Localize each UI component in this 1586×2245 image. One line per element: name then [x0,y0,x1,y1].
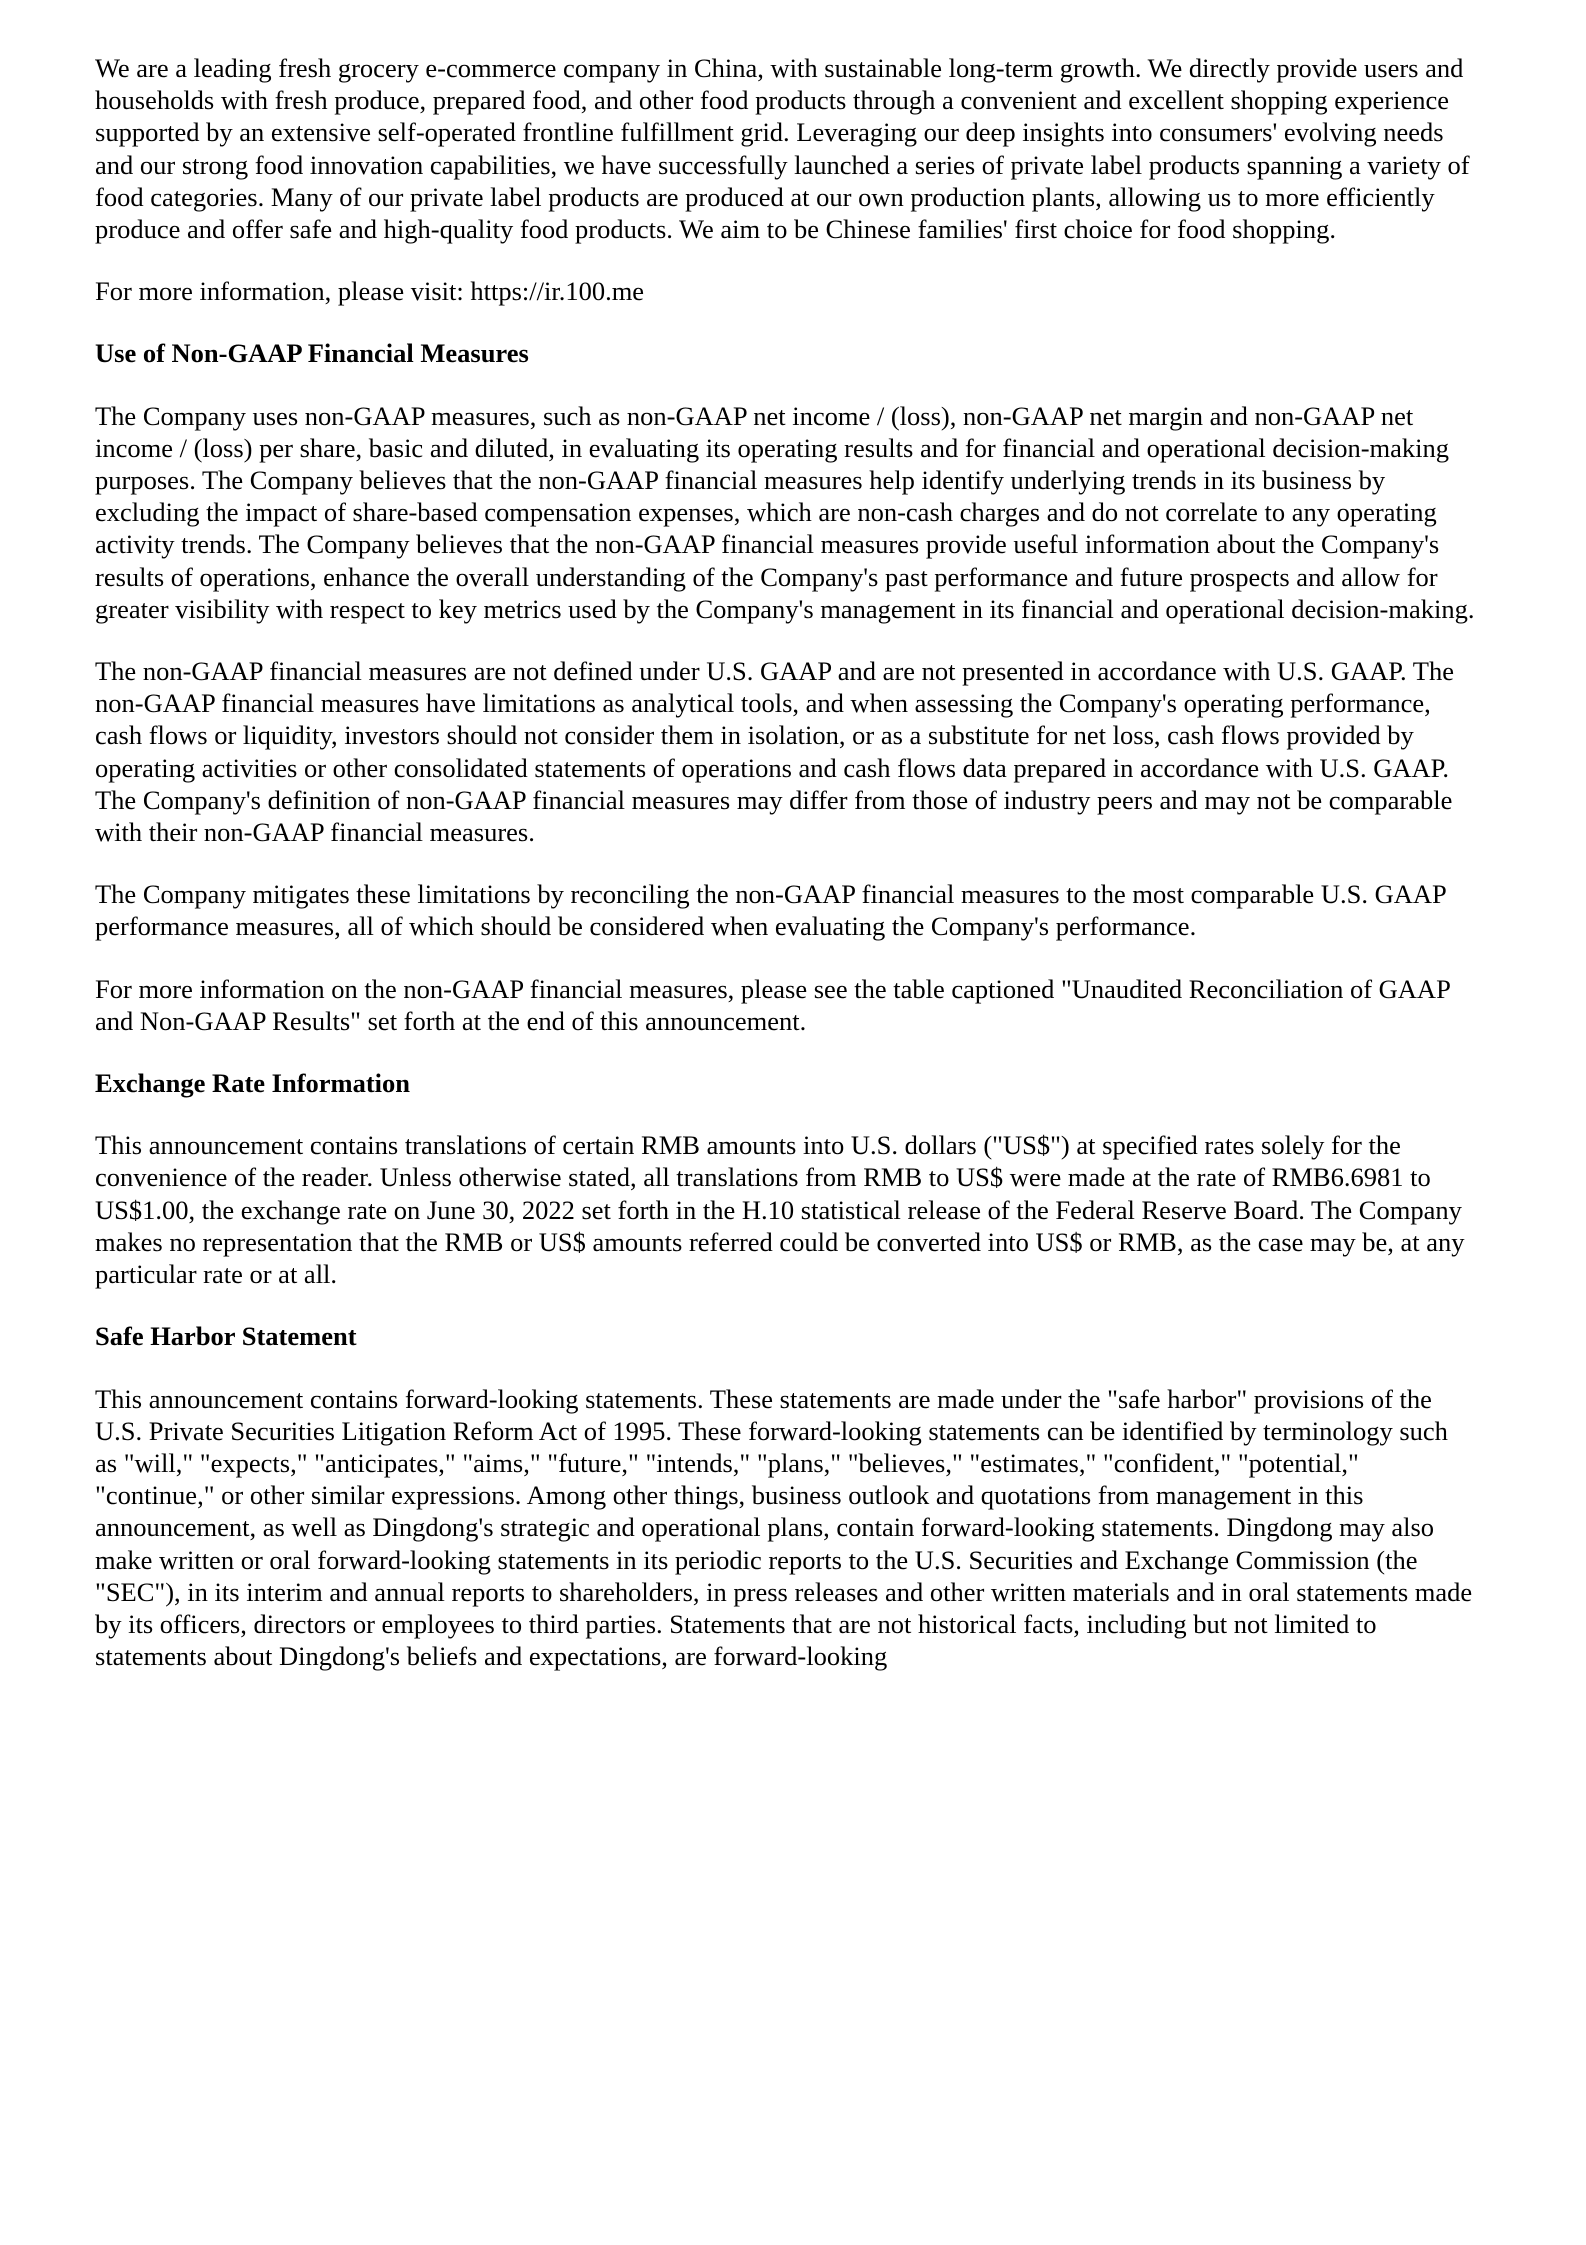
document-body [95,52,1476,1672]
exchange-rate-information-heading: Exchange Rate Information [95,1068,411,1099]
non-gaap-limitations-paragraph: The non-GAAP financial measures are not defined under U.S. GAAP and are not presented in accordance with U.S. GAAP. The non-GAAP financial measures have limitations as analytical tools, and when assessing the Company's operating performance, cash flows or liquidity, investors should not consider them in isolation, or as a substitute for net loss, cash flows provided by operating activities or other consolidated statements of operations and cash flows data prepared in accordance with U.S. GAAP. The Company's definition of non-GAAP financial measures may differ from those of industry peers and may not be comparable with their non-GAAP financial measures. [95,656,1454,848]
non-gaap-reconciliation-reference-paragraph: For more information on the non-GAAP financial measures, please see the table captioned "Unaudited Reconciliation of GAAP and Non-GAAP Results" set forth at the end of this announcement. [95,973,1450,1036]
non-gaap-measures-heading: Use of Non-GAAP Financial Measures [95,338,529,369]
safe-harbor-paragraph: This announcement contains forward-looking statements. These statements are made under the "safe harbor" provisions of the U.S. Private Securities Litigation Reform Act of 1995. These forward-looking statements can be identified by terminology such as "will," "expects," "anticipates," "aims," "future," "intends," "plans," "believes," "estimates," "confident," "potential," "continue," or other similar expressions. Among other things, business outlook and quotations from management in this announcement, as well as Dingdong's strategic and operational plans, contain forward-looking statements. Dingdong may also make written or oral forward-looking statements in its periodic reports to the U.S. Securities and Exchange Commission (the "SEC"), in its interim and annual reports to shareholders, in press releases and other written materials and in oral statements made by its officers, directors or employees to third parties. Statements that are not historical facts, including but not limited to statements about Dingdong's beliefs and expectations, are forward-looking [95,1383,1473,1672]
non-gaap-usage-paragraph: The Company uses non-GAAP measures, such as non-GAAP net income / (loss), non-GAAP net margin and non-GAAP net income / (loss) per share, basic and diluted, in evaluating its operating results and for financial and operational decision-making purposes. The Company believes that the non-GAAP financial measures help identify underlying trends in its business by excluding the impact of share-based compensation expenses, which are non-cash charges and do not correlate to any operating activity trends. The Company believes that the non-GAAP financial measures provide useful information about the Company's results of operations, enhance the overall understanding of the Company's past performance and future prospects and allow for greater visibility with respect to key metrics used by the Company's management in its financial and operational decision-making. [95,400,1475,624]
safe-harbor-statement-heading: Safe Harbor Statement [95,1321,357,1352]
non-gaap-mitigation-paragraph: The Company mitigates these limitations by reconciling the non-GAAP financial measures to the most comparable U.S. GAAP performance measures, all of which should be considered when evaluating the Company's performance. [95,879,1446,942]
company-overview-paragraph: We are a leading fresh grocery e-commerce company in China, with sustainable long-term growth. We directly provide users and households with fresh produce, prepared food, and other food products through a convenient and excellent shopping experience supported by an extensive self-operated frontline fulfillment grid. Leveraging our deep insights into consumers' evolving needs and our strong food innovation capabilities, we have successfully launched a series of private label products spanning a variety of food categories. Many of our private label products are produced at our own production plants, allowing us to more efficiently produce and offer safe and high-quality food products. We aim to be Chinese families' first choice for food shopping. [95,53,1470,245]
exchange-rate-paragraph: This announcement contains translations of certain RMB amounts into U.S. dollars ("US$") at specified rates solely for the convenience of the reader. Unless otherwise stated, all translations from RMB to US$ were made at the rate of RMB6.6981 to US$1.00, the exchange rate on June 30, 2022 set forth in the H.10 statistical release of the Federal Reserve Board. The Company makes no representation that the RMB or US$ amounts referred could be converted into US$ or RMB, as the case may be, at any particular rate or at all. [95,1130,1465,1290]
investor-relations-link-paragraph: For more information, please visit: https://ir.100.me [95,276,645,307]
